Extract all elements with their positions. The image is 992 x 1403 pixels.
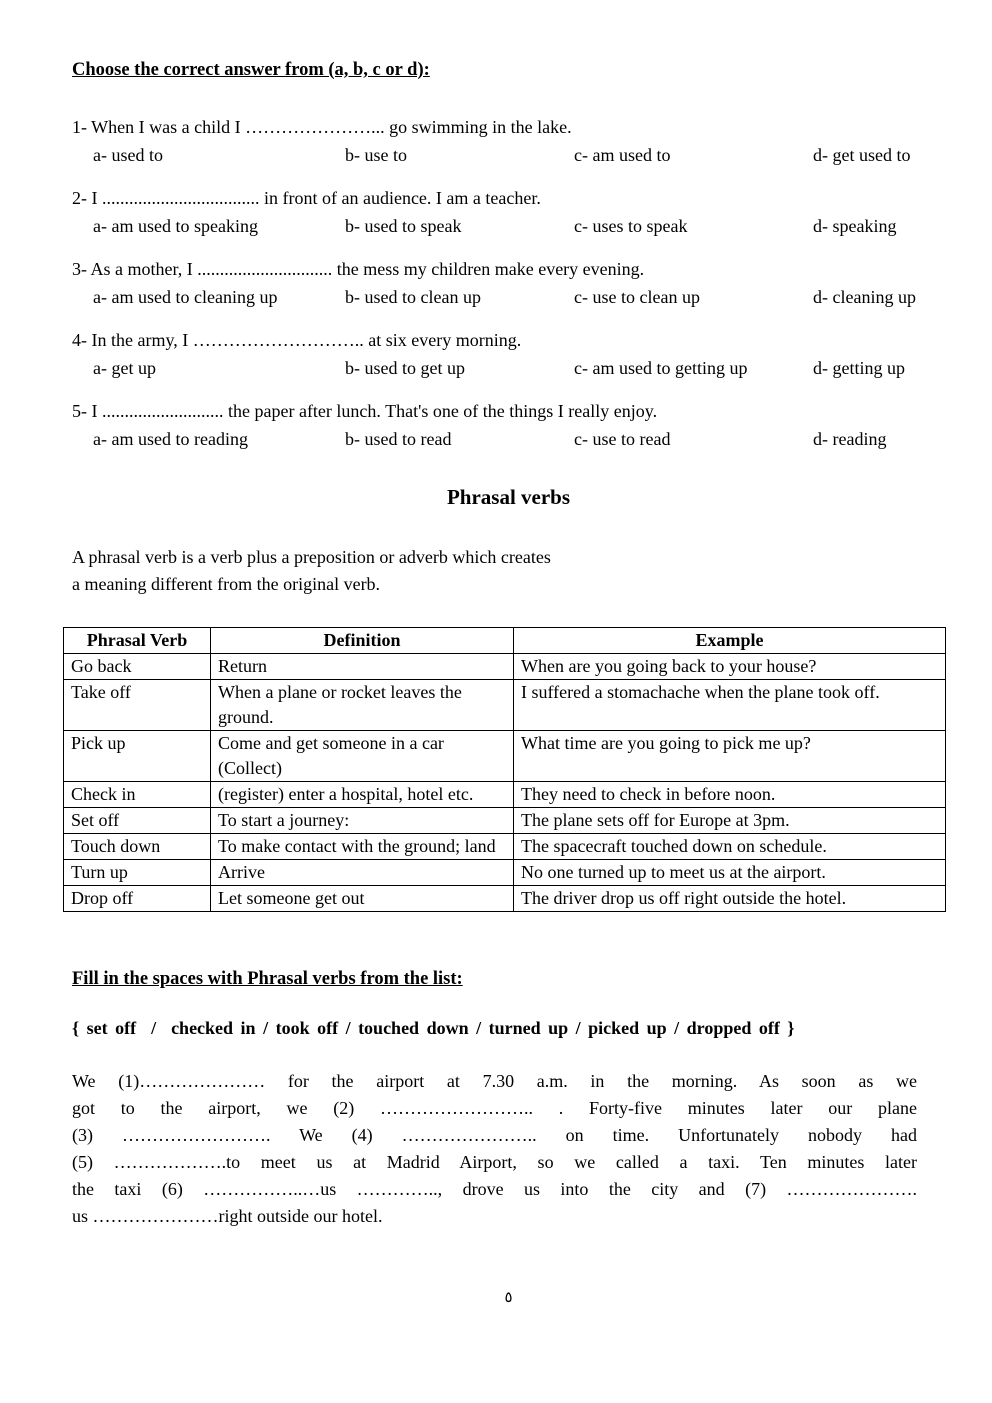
question-3 [72, 256, 945, 310]
table-row [64, 860, 946, 886]
intro-line-2: a meaning different from the original verb. [72, 574, 381, 594]
table-row [64, 731, 946, 782]
question-2-options [72, 213, 945, 239]
question-4-options [72, 355, 945, 381]
table-cell: I suffered a stomachache when the plane took off. [514, 680, 946, 731]
intro-line-1: A phrasal verb is a verb plus a preposition or adverb which creates [72, 547, 551, 567]
question-3-prompt: 3- As a mother, I .............................. the mess my children make every evening. [72, 259, 645, 279]
table-row [64, 834, 946, 860]
question-1 [72, 114, 945, 168]
table-cell: Drop off [64, 886, 211, 912]
table-cell: The plane sets off for Europe at 3pm. [514, 808, 946, 834]
word-bank: { set off / checked in / took off / touched down / turned up / picked up / dropped off } [72, 1018, 795, 1038]
table-cell: Set off [64, 808, 211, 834]
table-row [64, 886, 946, 912]
question-4-prompt: 4- In the army, I ……………………….. at six every morning. [72, 330, 522, 350]
question-1-option-b: b- use to [345, 145, 407, 165]
table-cell: When are you going back to your house? [514, 654, 946, 680]
question-3-option-a: a- am used to cleaning up [93, 287, 278, 307]
question-3-option-c: c- use to clean up [574, 287, 700, 307]
table-header-row [64, 628, 946, 654]
table-cell: Pick up [64, 731, 211, 782]
question-1-options [72, 142, 945, 168]
choose-heading: Choose the correct answer from (a, b, c or d): [72, 60, 430, 80]
table-cell: Let someone get out [211, 886, 514, 912]
question-1-prompt: 1- When I was a child I …………………... go swimming in the lake. [72, 117, 572, 137]
question-4-option-d: d- getting up [813, 358, 905, 378]
question-2-option-b: b- used to speak [345, 216, 462, 236]
table-cell: Go back [64, 654, 211, 680]
table-cell: To start a journey: [211, 808, 514, 834]
table-cell: Come and get someone in a car (Collect) [211, 731, 514, 782]
table-cell: Turn up [64, 860, 211, 886]
question-1-option-a: a- used to [93, 145, 163, 165]
question-5-options [72, 426, 945, 452]
question-5-prompt: 5- I ........................... the paper after lunch. That's one of the things I really enjoy. [72, 401, 658, 421]
fill-line-3: (3) ……………………. We (4) ………………….. on time. Unfortunately nobody had [72, 1125, 917, 1145]
table-cell: Take off [64, 680, 211, 731]
fill-line-4: (5) ……………….to meet us at Madrid Airport, so we called a taxi. Ten minutes later [72, 1152, 917, 1172]
question-3-option-b: b- used to clean up [345, 287, 481, 307]
question-4-option-a: a- get up [93, 358, 156, 378]
question-5-option-c: c- use to read [574, 429, 671, 449]
fill-line-6: us …………………right outside our hotel. [72, 1206, 383, 1226]
phrasal-verbs-intro [72, 544, 945, 598]
question-5 [72, 398, 945, 452]
table-cell: (register) enter a hospital, hotel etc. [211, 782, 514, 808]
question-4 [72, 327, 945, 381]
question-2 [72, 185, 945, 239]
phrasal-verbs-title: Phrasal verbs [446, 485, 571, 509]
question-2-option-a: a- am used to speaking [93, 216, 258, 236]
fill-in-heading: Fill in the spaces with Phrasal verbs from the list: [72, 969, 463, 989]
table-row [64, 654, 946, 680]
table-cell: The driver drop us off right outside the hotel. [514, 886, 946, 912]
page-number: ٥ [504, 1290, 513, 1306]
table-cell: Return [211, 654, 514, 680]
question-1-option-c: c- am used to [574, 145, 671, 165]
question-5-option-a: a- am used to reading [93, 429, 248, 449]
question-5-option-d: d- reading [813, 429, 887, 449]
fill-line-1: We (1)………………… for the airport at 7.30 a.m. in the morning. As soon as we [72, 1071, 917, 1091]
phrasal-verbs-table [63, 627, 946, 912]
question-4-option-b: b- used to get up [345, 358, 465, 378]
question-4-option-c: c- am used to getting up [574, 358, 748, 378]
table-cell: They need to check in before noon. [514, 782, 946, 808]
table-row [64, 680, 946, 731]
table-row [64, 808, 946, 834]
question-3-option-d: d- cleaning up [813, 287, 916, 307]
table-cell: To make contact with the ground; land [211, 834, 514, 860]
table-row [64, 782, 946, 808]
table-cell: Check in [64, 782, 211, 808]
question-2-option-d: d- speaking [813, 216, 897, 236]
table-cell: No one turned up to meet us at the airport. [514, 860, 946, 886]
table-cell: The spacecraft touched down on schedule. [514, 834, 946, 860]
question-1-option-d: d- get used to [813, 145, 911, 165]
fill-line-5: the taxi (6) ……………..…us ………….., drove us into the city and (7) …………………. [72, 1179, 917, 1199]
question-2-prompt: 2- I ................................... in front of an audience. I am a teacher. [72, 188, 541, 208]
table-header-example: Example [514, 628, 946, 654]
table-cell: Arrive [211, 860, 514, 886]
question-5-option-b: b- used to read [345, 429, 452, 449]
table-cell: What time are you going to pick me up? [514, 731, 946, 782]
table-cell: When a plane or rocket leaves the ground. [211, 680, 514, 731]
table-header-phrasal-verb: Phrasal Verb [64, 628, 211, 654]
table-header-definition: Definition [211, 628, 514, 654]
question-2-option-c: c- uses to speak [574, 216, 688, 236]
question-3-options [72, 284, 945, 310]
table-cell: Touch down [64, 834, 211, 860]
fill-line-2: got to the airport, we (2) …………………….. . Forty-five minutes later our plane [72, 1098, 917, 1118]
fill-in-paragraph [72, 1068, 917, 1230]
